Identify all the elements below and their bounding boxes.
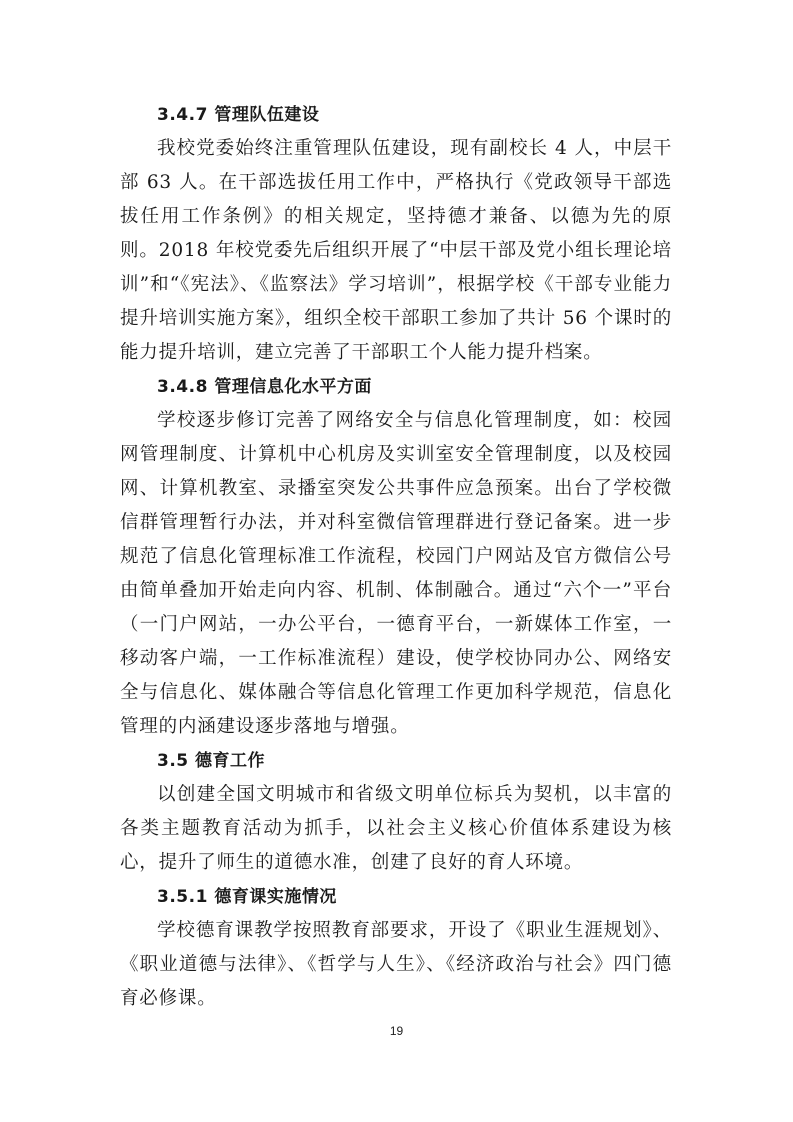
section-paragraph: 以创建全国文明城市和省级文明单位标兵为契机，以丰富的各类主题教育活动为抓手，以社会主义核心价值体系建设为核心，提升了师生的道德水准，创建了良好的育人环境。 [120, 784, 672, 873]
section-heading-3-4-7: 3.4.7 管理队伍建设 [157, 105, 320, 125]
page-number: 19 [389, 1024, 404, 1038]
section-heading-3-4-8: 3.4.8 管理信息化水平方面 [157, 377, 372, 397]
section-paragraph: 学校逐步修订完善了网络安全与信息化管理制度，如：校园网管理制度、计算机中心机房及实训室安全管理制度，以及校园网、计算机教室、录播室突发公共事件应急预案。出台了学校微信群管理暂行办法，并对科室微信管理群进行登记备案。进一步规范了信息化管理标准工作流程，校园门户网站及官方微信公号由简单叠加开始走向内容、机制、体制融合。通过“六个一”平台（一门户网站，一办公平台，一德育平台，一新媒体工作室，一移动客户端，一工作标准流程）建设，使学校协同办公、网络安全与信息化、媒体融合等信息化管理工作更加科学规范，信息化管理的内涵建设逐步落地与增强。 [120, 410, 672, 737]
document-body [120, 98, 672, 1016]
section-paragraph: 学校德育课教学按照教育部要求，开设了《职业生涯规划》、《职业道德与法律》、《哲学与人生》、《经济政治与社会》四门德育必修课。 [120, 920, 672, 1009]
section-paragraph: 我校党委始终注重管理队伍建设，现有副校长 4 人，中层干部 63 人。在干部选拔任用工作中，严格执行《党政领导干部选拔任用工作条例》的相关规定，坚持德才兼备、以德为先的原则。2018 年校党委先后组织开展了“中层干部及党小组长理论培训”和“《宪法》、《监察法》学习培训”，根据学校《干部专业能力提升培训实施方案》，组织全校干部职工参加了共计 56 个课时的能力提升培训，建立完善了干部职工个人能力提升档案。 [120, 138, 672, 363]
section-heading-3-5-1: 3.5.1 德育课实施情况 [157, 887, 337, 907]
section-heading-3-5: 3.5 德育工作 [157, 751, 266, 771]
